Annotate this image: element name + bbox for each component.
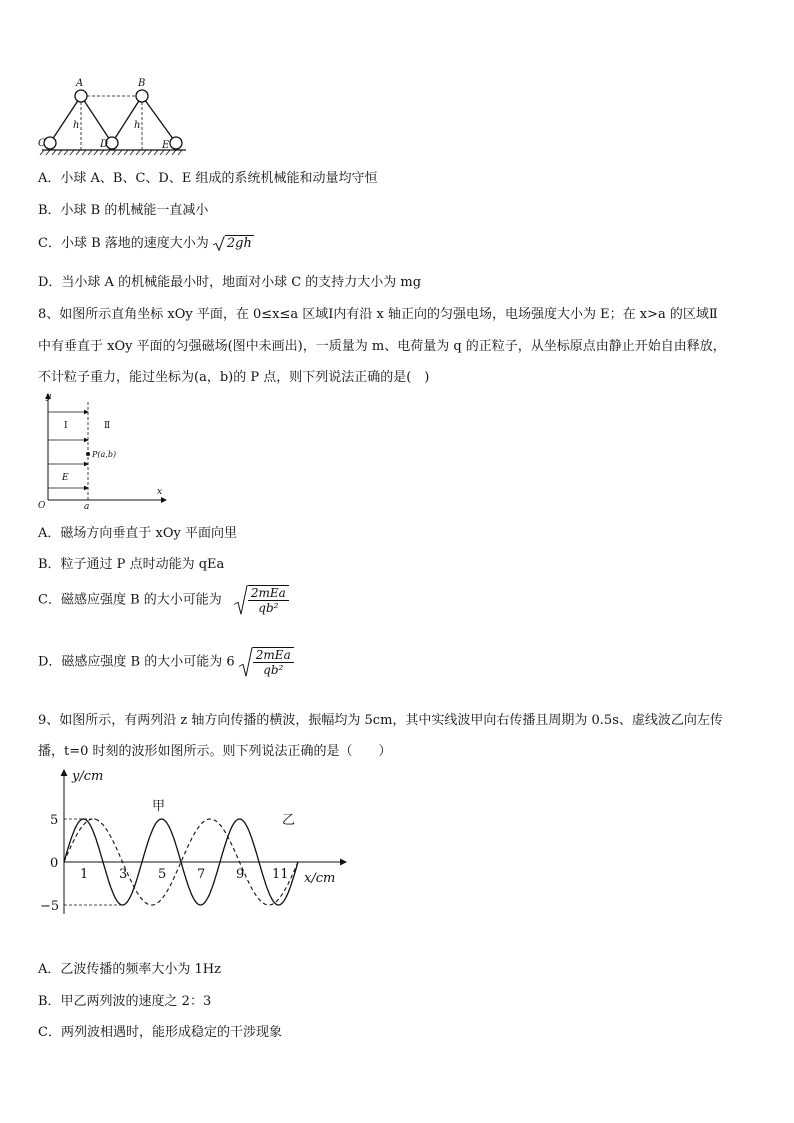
frac-c-denominator: qb² bbox=[258, 601, 279, 615]
ytick-0: 0 bbox=[50, 856, 59, 871]
frac-d-numerator: 2mEa bbox=[253, 648, 294, 663]
axis-x-label: x bbox=[157, 487, 163, 497]
label-A: A bbox=[76, 78, 84, 89]
q8-stem-line1: 8、如图所示直角坐标 xOy 平面，在 0≤x≤a 区域Ⅰ内有沿 x 轴正向的匀强电场，电场强度大小为 E；在 x>a 的区域Ⅱ bbox=[38, 307, 718, 322]
ytick-5: 5 bbox=[50, 813, 59, 828]
q7-option-b: B．小球 B 的机械能一直减小 bbox=[38, 203, 209, 218]
axis-y-label: y bbox=[46, 392, 52, 402]
q7-option-c bbox=[38, 232, 254, 251]
region-2-label: Ⅱ bbox=[104, 421, 111, 431]
origin-label: O bbox=[38, 501, 46, 511]
q8-figure bbox=[36, 390, 170, 512]
xtick-9: 9 bbox=[236, 867, 245, 882]
q8-option-a: A．磁场方向垂直于 xOy 平面向里 bbox=[38, 526, 237, 541]
q8-stem-line2: 中有垂直于 xOy 平面的匀强磁场(图中未画出)，一质量为 m、电荷量为 q 的正粒子，从坐标原点由静止开始自由释放， bbox=[38, 339, 726, 354]
q8-option-c-text: C．磁感应强度 B 的大小可能为 bbox=[38, 592, 222, 608]
q7-option-c-text: C．小球 B 落地的速度大小为 bbox=[38, 236, 209, 251]
q9-stem-line1: 9、如图所示，有两列沿 z 轴方向传播的横波，振幅均为 5cm，其中实线波甲向右传播且周期为 0.5s、虚线波乙向左传 bbox=[38, 713, 723, 728]
frac-d-denominator: qb² bbox=[263, 663, 284, 677]
q9-stem-line2: 播，t=0 时刻的波形如图所示。则下列说法正确的是（ ） bbox=[38, 744, 392, 759]
q9-option-a: A．乙波传播的频率大小为 1Hz bbox=[38, 962, 221, 977]
xtick-11: 11 bbox=[272, 867, 289, 882]
label-h2: h bbox=[134, 120, 141, 131]
label-D: D bbox=[100, 139, 109, 150]
q8-option-d bbox=[38, 647, 294, 677]
wave-jia-label: 甲 bbox=[152, 799, 166, 814]
sqrt-2gh bbox=[213, 236, 254, 251]
label-h1: h bbox=[73, 120, 80, 131]
q7-option-d: D．当小球 A 的机械能最小时，地面对小球 C 的支持力大小为 mg bbox=[38, 275, 422, 290]
label-C: C bbox=[38, 138, 46, 149]
q9-option-c: C．两列波相遇时，能形成稳定的干涉现象 bbox=[38, 1025, 282, 1040]
q8-option-c bbox=[38, 585, 289, 615]
q7-figure bbox=[38, 76, 190, 158]
xtick-5: 5 bbox=[158, 867, 167, 882]
sqrt-frac-c bbox=[234, 585, 289, 615]
wave-y-label: y/cm bbox=[72, 769, 104, 784]
q9-wave-figure bbox=[36, 764, 356, 934]
ytick-neg5: −5 bbox=[40, 899, 60, 914]
a-label: a bbox=[84, 502, 90, 512]
xtick-7: 7 bbox=[197, 867, 206, 882]
q9-option-b: B．甲乙两列波的速度之 2：3 bbox=[38, 994, 212, 1009]
xtick-3: 3 bbox=[119, 867, 128, 882]
sqrt-frac-d bbox=[239, 647, 294, 677]
q7-option-a: A．小球 A、B、C、D、E 组成的系统机械能和动量均守恒 bbox=[38, 171, 378, 186]
q8-option-b: B．粒子通过 P 点时动能为 qEa bbox=[38, 557, 225, 572]
point-p-label: P(a,b) bbox=[92, 450, 117, 459]
region-1-label: Ⅰ bbox=[64, 421, 68, 431]
field-e-label: E bbox=[62, 473, 69, 483]
frac-c-numerator: 2mEa bbox=[248, 586, 289, 601]
q8-stem-line3: 不计粒子重力，能过坐标为(a，b)的 P 点，则下列说法正确的是( ) bbox=[38, 370, 430, 385]
q8-option-d-text: D．磁感应强度 B 的大小可能为 6 bbox=[38, 654, 235, 670]
label-E: E bbox=[162, 140, 170, 151]
wave-yi-label: 乙 bbox=[282, 813, 296, 828]
sqrt-2gh-content: 2gh bbox=[226, 236, 252, 251]
xtick-1: 1 bbox=[80, 867, 89, 882]
wave-x-label: x/cm bbox=[304, 871, 336, 886]
label-B: B bbox=[138, 78, 146, 89]
